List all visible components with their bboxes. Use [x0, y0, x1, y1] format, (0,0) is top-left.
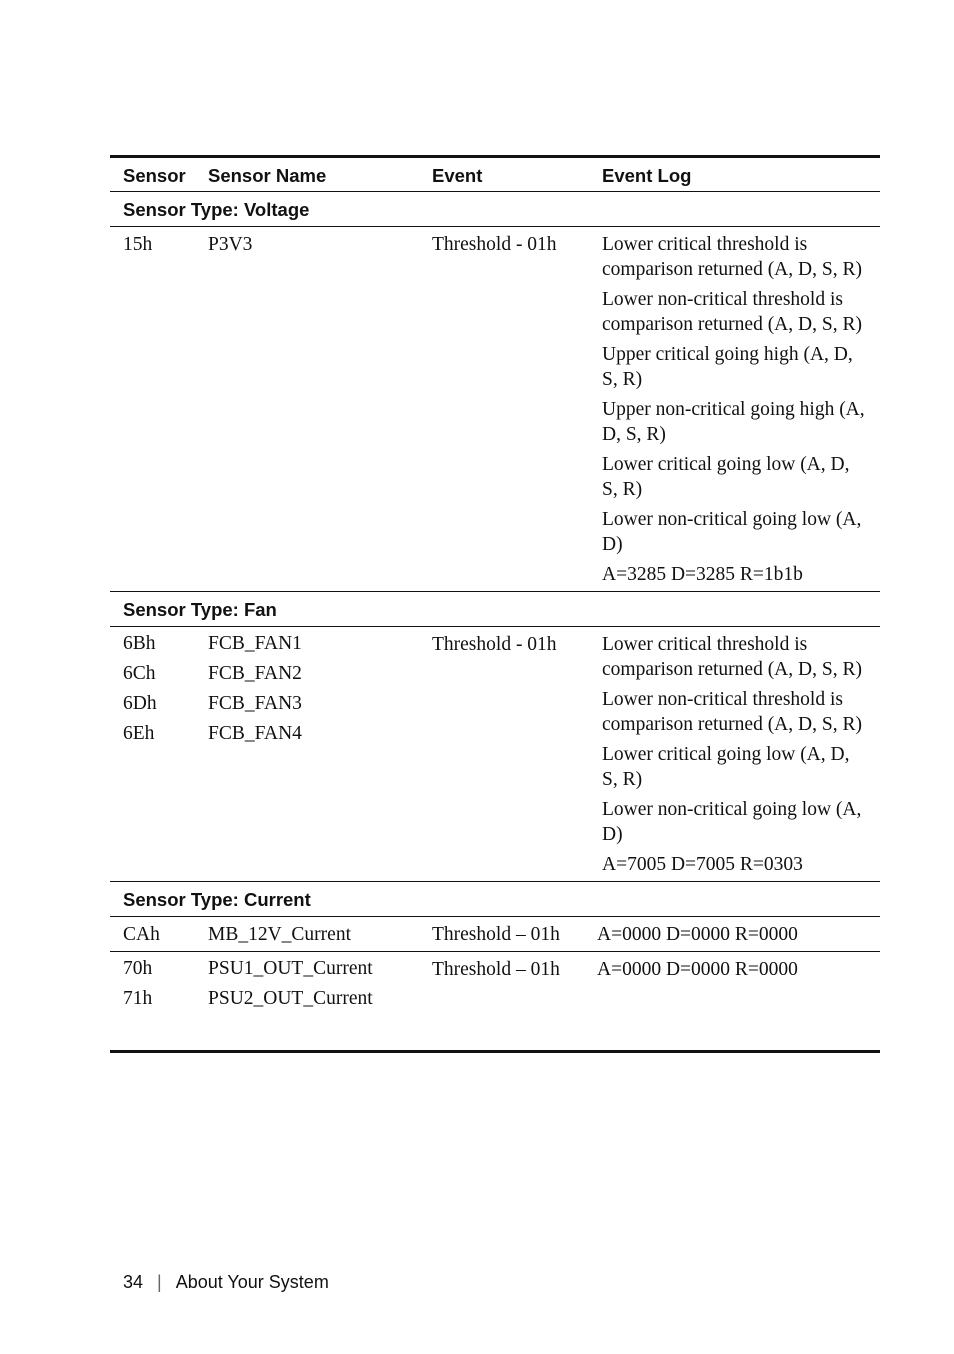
section-title: Sensor Type: Current [110, 882, 880, 917]
page-number: 34 [123, 1272, 144, 1292]
table-row [110, 627, 880, 882]
sensor-id: 6Ch [123, 663, 156, 684]
sensor-name: FCB_FAN3 [208, 693, 302, 714]
sensor-cell [110, 952, 208, 1052]
sensor-name: P3V3 [208, 234, 253, 255]
sensor-name: PSU2_OUT_Current [208, 988, 373, 1009]
log-entry: A=3285 D=3285 R=1b1b [602, 564, 803, 585]
event-cell: Threshold – 01h [432, 917, 602, 952]
log-entry: Upper non-critical going high (A, D, S, R) [602, 399, 865, 445]
event-log-cell [602, 627, 880, 882]
sensor-id: CAh [123, 924, 160, 945]
log-entry: Upper critical going high (A, D, S, R) [602, 344, 853, 390]
event-log-cell [597, 917, 880, 952]
log-entry: Lower critical going low (A, D, S, R) [602, 744, 850, 790]
header-event-log: Event Log [602, 157, 880, 192]
sensor-cell [110, 627, 208, 882]
header-sensor: Sensor [110, 157, 208, 192]
sensor-name: FCB_FAN2 [208, 663, 302, 684]
table-header-row [110, 157, 880, 192]
sensor-name-cell [208, 627, 432, 882]
sensor-id: 6Eh [123, 723, 155, 744]
log-entry: Lower critical threshold is comparison returned (A, D, S, R) [602, 234, 862, 280]
sensor-id: 71h [123, 988, 153, 1009]
event-cell: Threshold – 01h [432, 952, 602, 1052]
log-entry: A=0000 D=0000 R=0000 [597, 924, 798, 945]
header-event: Event [432, 157, 602, 192]
table-row [110, 227, 880, 592]
sensor-id: 70h [123, 958, 153, 979]
sensor-name-cell [208, 227, 432, 592]
sensor-name: MB_12V_Current [208, 924, 351, 945]
log-entry: Lower non-critical going low (A, D) [602, 509, 862, 555]
section-row-voltage [110, 192, 880, 227]
section-row-current [110, 882, 880, 917]
sensor-cell [110, 227, 208, 592]
sensor-name: FCB_FAN4 [208, 723, 302, 744]
sensor-id: 15h [123, 234, 153, 255]
section-title: Sensor Type: Fan [110, 592, 880, 627]
sensor-name: FCB_FAN1 [208, 633, 302, 654]
sensor-event-table [110, 155, 880, 1053]
event-log-cell [602, 227, 880, 592]
page-footer [123, 1272, 329, 1293]
log-entry: Lower critical going low (A, D, S, R) [602, 454, 850, 500]
sensor-name: PSU1_OUT_Current [208, 958, 373, 979]
sensor-name-cell [208, 952, 432, 1052]
event-cell: Threshold - 01h [432, 627, 602, 882]
sensor-id: 6Dh [123, 693, 157, 714]
section-row-fan [110, 592, 880, 627]
footer-section-title: About Your System [175, 1272, 329, 1292]
sensor-id: 6Bh [123, 633, 156, 654]
header-sensor-name: Sensor Name [208, 157, 432, 192]
log-entry: Lower non-critical threshold is comparison returned (A, D, S, R) [602, 289, 862, 335]
section-title: Sensor Type: Voltage [110, 192, 880, 227]
sensor-cell [110, 917, 208, 952]
table-row [110, 952, 880, 1052]
log-entry: A=0000 D=0000 R=0000 [597, 959, 798, 980]
log-entry: Lower critical threshold is comparison returned (A, D, S, R) [602, 634, 862, 680]
log-entry: Lower non-critical going low (A, D) [602, 799, 862, 845]
footer-separator: | [157, 1272, 162, 1292]
log-entry: A=7005 D=7005 R=0303 [602, 854, 803, 875]
sensor-name-cell [208, 917, 432, 952]
table-row [110, 917, 880, 952]
event-cell: Threshold - 01h [432, 227, 602, 592]
log-entry: Lower non-critical threshold is comparison returned (A, D, S, R) [602, 689, 862, 735]
event-log-cell [597, 952, 880, 1052]
